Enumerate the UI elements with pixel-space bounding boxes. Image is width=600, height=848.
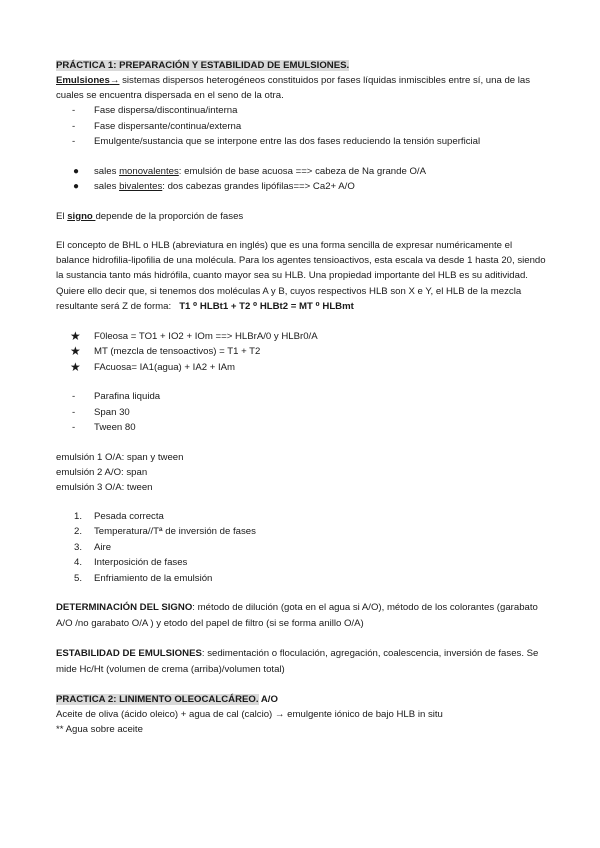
emulsions-definition bbox=[56, 73, 548, 103]
practice-1-title-text: PRÁCTICA 1: PREPARACIÓN Y ESTABILIDAD DE EMULSIONES. bbox=[56, 60, 350, 71]
dash-bullet: - bbox=[72, 120, 76, 132]
formula-list bbox=[56, 329, 548, 376]
list-item: 5. Enfriamiento de la emulsión bbox=[74, 572, 213, 584]
list-item: - Span 30 bbox=[56, 405, 548, 421]
star-bullet-icon: ★ bbox=[70, 359, 81, 374]
factors-list bbox=[56, 509, 548, 587]
emulsions-definition-text: sistemas dispersos heterogéneos constituidos por fases líquidas inmiscibles entre sí, una de las cuales se encuentra dispersada en el seno de la otra. bbox=[56, 75, 531, 101]
list-item: 1. Pesada correcta bbox=[74, 510, 164, 522]
hlb-formula: T1 ⁰ HLBt1 + T2 ⁰ HLBt2 = MT ⁰ HLBmt bbox=[179, 301, 354, 313]
dash-bullet: - bbox=[72, 105, 76, 116]
list-item: ★ FAcuosa= IA1(agua) + IA2 + IAm bbox=[70, 359, 236, 374]
list-item: 3. Aire bbox=[74, 541, 112, 553]
hlb-paragraph: El concepto de BHL o HLB (abreviatura en inglés) que es una forma sencilla de expresar numéricamente el balance hidrofilia-lipofilia de una molécula. Para los agentes tensioactivos, esta escala va desde 1 hasta 20, siendo la sustancia tanto más hidrófila, cuanto mayor sea su HLB. Una propiedad importante del HLB es su aditividad. Quiere ello decir que, si tenemos dos moléculas A y B, cuyos respectivos HLB son X e Y, el HLB de la mezcla resultante será Z de forma: T1 ⁰ HLBt1 + T2 ⁰ HLBt2 = MT ⁰ HLBmt bbox=[56, 239, 546, 313]
practice-2-title: PRACTICA 2: LINIMENTO OLEOCALCÁREO. A/O bbox=[56, 694, 278, 706]
practice-1-title bbox=[56, 58, 548, 73]
list-item: - Parafina liquida bbox=[56, 389, 548, 405]
dash-bullet: - bbox=[72, 406, 76, 418]
emulsion-3: emulsión 3 O/A: tween bbox=[56, 481, 153, 493]
practice-2-note: ** Agua sobre aceite bbox=[56, 724, 143, 736]
emulsion-stability-label: ESTABILIDAD DE EMULSIONES bbox=[56, 648, 202, 660]
arrow-glyph: → bbox=[109, 75, 120, 86]
salts-list bbox=[56, 164, 548, 195]
practice-2-line: Aceite de oliva (ácido oleico) + agua de cal (calcio) → emulgente iónico de bajo HLB in situ bbox=[56, 709, 443, 721]
phases-list bbox=[56, 103, 548, 150]
dash-bullet: - bbox=[72, 391, 76, 403]
sign-determination-label: DETERMINACIÓN DEL SIGNO bbox=[56, 602, 193, 614]
emulsion-1: emulsión 1 O/A: span y tween bbox=[56, 451, 184, 463]
emulsion-stability: ESTABILIDAD DE EMULSIONES: sedimentación o floculación, agregación, coalescencia, inversión de fases. Se mide Hc/Ht (volumen de crema (arriba)/volumen total) bbox=[56, 648, 539, 676]
ingredients-list bbox=[56, 389, 548, 436]
emulsion-2: emulsión 2 A/O: span bbox=[56, 466, 148, 478]
emulsions-term: Emulsiones bbox=[56, 75, 110, 86]
star-bullet-icon: ★ bbox=[70, 328, 81, 343]
practice-2-title-text: PRACTICA 2: LINIMENTO OLEOCALCÁREO. bbox=[56, 694, 259, 706]
sign-determination: DETERMINACIÓN DEL SIGNO: método de dilución (gota en el agua si A/O), método de los colorantes (garabato A/O /no garabato O/A ) y etodo del papel de filtro (si se forma anillo O/A) bbox=[56, 602, 538, 630]
list-item: 2. Temperatura//Tª de inversión de fases bbox=[74, 526, 256, 538]
list-item: ★ F0leosa = TO1 + IO2 + IOm ==> HLBrA/0 y HLBr0/A bbox=[70, 328, 318, 343]
dot-bullet-icon: ● bbox=[73, 181, 80, 192]
sign-statement: El signo depende de la proporción de fases bbox=[56, 210, 244, 222]
list-item: ● sales monovalentes: emulsión de base acuosa ==> cabeza de Na grande O/A bbox=[56, 164, 548, 180]
dash-bullet: - bbox=[72, 136, 76, 147]
list-item: - Emulgente/sustancia que se interpone entre las dos fases reduciendo la tensión superficial bbox=[56, 134, 548, 150]
sign-term: signo bbox=[67, 210, 96, 222]
dot-bullet-icon: ● bbox=[73, 165, 80, 177]
star-bullet-icon: ★ bbox=[70, 344, 81, 359]
list-item: ● sales bivalentes: dos cabezas grandes lipófilas==> Ca2+ A/O bbox=[56, 179, 548, 195]
dash-bullet: - bbox=[72, 422, 76, 434]
list-item: - Tween 80 bbox=[56, 420, 548, 436]
list-item: - Fase dispersante/continua/externa bbox=[56, 119, 548, 135]
list-item: - Fase dispersa/discontinua/interna bbox=[56, 103, 548, 119]
document-page bbox=[56, 58, 548, 737]
list-item: 4. Interposición de fases bbox=[74, 557, 188, 569]
list-item: ★ MT (mezcla de tensoactivos) = T1 + T2 bbox=[70, 344, 261, 359]
